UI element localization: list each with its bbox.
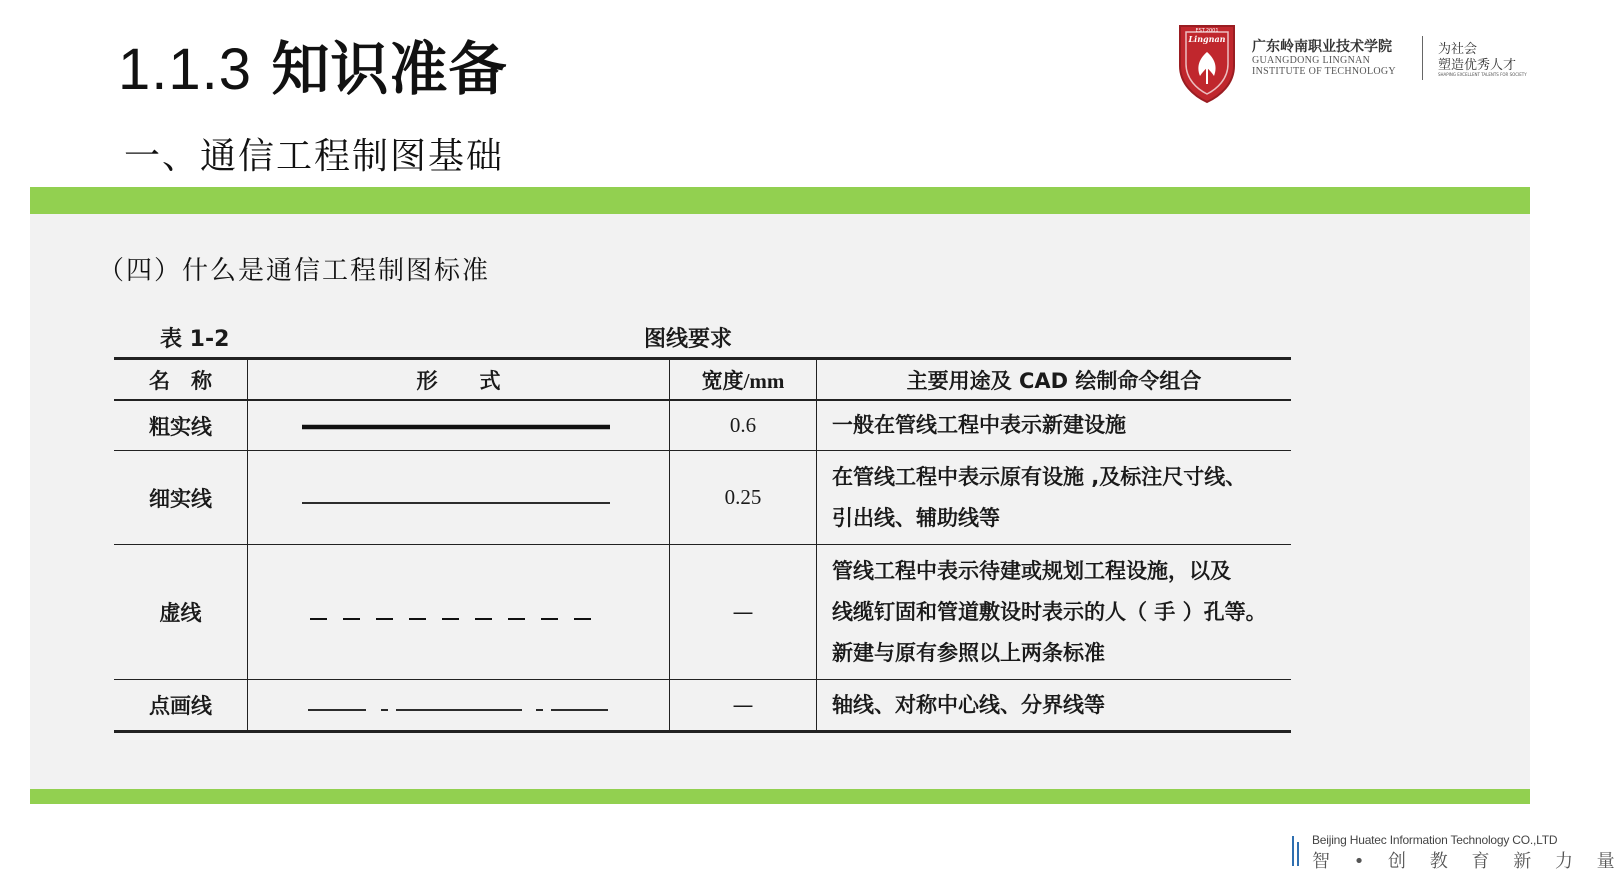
- table-column-rule: [816, 359, 817, 731]
- usage-line: 新建与原有参照以上两条标准: [832, 640, 1105, 665]
- bottom-accent-bar: [30, 789, 1530, 804]
- table-cell-name: 点画线: [149, 694, 212, 718]
- table-column-rule: [247, 359, 248, 731]
- title-text: 知识准备: [271, 35, 508, 103]
- section-heading: （四）什么是通信工程制图标准: [98, 256, 491, 286]
- institute-name-en-line2: INSTITUTE OF TECHNOLOGY: [1252, 66, 1396, 77]
- table-cell-name: 粗实线: [149, 414, 212, 439]
- table-bottom-rule: [114, 730, 1291, 733]
- usage-line: 一般在管线工程中表示新建设施: [832, 413, 1126, 437]
- institute-name-cn: 广东岭南职业技术学院: [1252, 39, 1392, 55]
- table-cell-usage: [832, 680, 1292, 730]
- footer-slogan-cn: 智 • 创 教 育 新 力 量: [1312, 851, 1624, 872]
- table-cell-width: —: [732, 600, 754, 624]
- usage-line: 在管线工程中表示原有设施 ,及标注尺寸线、: [832, 464, 1247, 489]
- table-cell-usage: [832, 401, 1292, 450]
- page-title: [118, 34, 507, 105]
- column-header-name: 名 称: [149, 368, 212, 393]
- table-cell-width: —: [732, 693, 754, 717]
- svg-text:EST.2001: EST.2001: [1195, 28, 1219, 34]
- column-header-width: 宽度/mm: [701, 368, 785, 393]
- footer-brand: [1290, 830, 1624, 874]
- logo-slogan-line2: 塑造优秀人才: [1438, 58, 1517, 73]
- usage-line: 引出线、辅助线等: [832, 505, 1000, 530]
- thick-solid-line-sample: [300, 420, 612, 434]
- column-header-usage: 主要用途及 CAD 绘制命令组合: [906, 368, 1202, 393]
- logo-slogan-line1: 为社会: [1438, 42, 1478, 57]
- shield-emblem-icon: [1176, 22, 1238, 104]
- brand-bars-icon: [1292, 836, 1302, 866]
- usage-line: 线缆钉固和管道敷设时表示的人（ 手 ）孔等。: [832, 599, 1267, 624]
- footer-company-en: Beijing Huatec Information Technology CO.,LTD: [1312, 833, 1558, 847]
- table-caption: 图线要求: [644, 327, 733, 352]
- usage-line: 轴线、对称中心线、分界线等: [832, 692, 1105, 717]
- table-cell-width: 0.6: [729, 413, 757, 437]
- table-cell-name: 细实线: [149, 486, 212, 511]
- table-cell-width: 0.25: [724, 485, 762, 509]
- table-cell-name: 虚线: [159, 601, 202, 625]
- dash-dot-line-sample: [306, 703, 610, 717]
- usage-line: 管线工程中表示待建或规划工程设施，以及: [832, 558, 1231, 583]
- table-cell-usage: [832, 545, 1292, 679]
- dashed-line-sample: [308, 612, 608, 626]
- column-header-form: 形 式: [416, 368, 501, 393]
- logo-slogan-en: SHAPING EXCELLENT TALENTS FOR SOCIETY: [1438, 72, 1527, 77]
- table-cell-usage: [832, 451, 1292, 544]
- title-number: 1.1.3: [118, 37, 252, 102]
- institute-logo: [1176, 22, 1546, 106]
- logo-divider: [1422, 36, 1423, 80]
- thin-solid-line-sample: [300, 496, 612, 510]
- page-subtitle: 一、通信工程制图基础: [124, 136, 505, 177]
- table-number: 表 1-2: [160, 327, 230, 352]
- svg-text:Lingnan: Lingnan: [1188, 34, 1226, 44]
- institute-name-en-line1: GUANGDONG LINGNAN: [1252, 55, 1371, 66]
- top-accent-bar: [30, 187, 1530, 214]
